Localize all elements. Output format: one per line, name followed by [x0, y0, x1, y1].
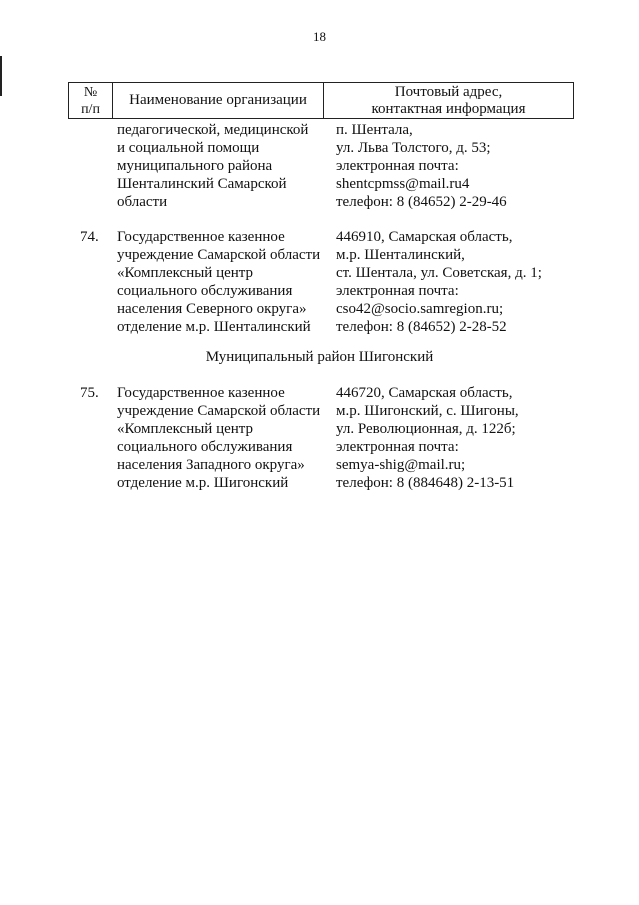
org-line: Шенталинский Самарской	[117, 176, 287, 192]
header-col-number-line2: п/п	[81, 101, 100, 117]
org-line: отделение м.р. Шигонский	[117, 475, 289, 491]
org-line: и социальной помощи	[117, 140, 260, 156]
continued-organization	[117, 121, 332, 211]
header-col-address	[324, 83, 573, 118]
addr-line: электронная почта:	[336, 439, 459, 455]
district-heading: Муниципальный район Шигонский	[205, 349, 434, 365]
addr-line: shentcpmss@mail.ru4	[336, 176, 470, 192]
org-line: муниципального района	[117, 158, 273, 174]
addr-line: ст. Шентала, ул. Советская, д. 1;	[336, 265, 542, 281]
addr-line: cso42@socio.samregion.ru;	[336, 301, 504, 317]
org-line: «Комплексный центр	[117, 265, 254, 281]
org-line: педагогической, медицинской	[117, 122, 309, 138]
org-line: социального обслуживания	[117, 439, 293, 455]
addr-line: телефон: 8 (884648) 2-13-51	[336, 475, 515, 491]
addr-line: электронная почта:	[336, 283, 459, 299]
row-number: 75.	[80, 385, 99, 401]
org-line: населения Северного округа»	[117, 301, 307, 317]
org-line: Государственное казенное	[117, 229, 285, 245]
org-line: населения Западного округа»	[117, 457, 305, 473]
addr-line: телефон: 8 (84652) 2-29-46	[336, 194, 507, 210]
header-col-address-line2: контактная информация	[371, 100, 526, 117]
addr-line: м.р. Шигонский, с. Шигоны,	[336, 403, 519, 419]
addr-line: п. Шентала,	[336, 122, 413, 138]
addr-line: м.р. Шенталинский,	[336, 247, 465, 263]
addr-line: ул. Революционная, д. 122б;	[336, 421, 516, 437]
org-line: отделение м.р. Шенталинский	[117, 319, 311, 335]
org-line: «Комплексный центр	[117, 421, 254, 437]
org-line: учреждение Самарской области	[117, 403, 321, 419]
header-col-number-line1: №	[83, 84, 98, 100]
org-line: Государственное казенное	[117, 385, 285, 401]
entry-address	[336, 384, 581, 492]
continued-address	[336, 121, 581, 211]
scan-edge-mark	[0, 56, 2, 96]
entry-address	[336, 228, 581, 336]
addr-line: телефон: 8 (84652) 2-28-52	[336, 319, 507, 335]
header-col-address-line1: Почтовый адрес,	[394, 83, 503, 100]
header-col-organization: Наименование организации	[113, 83, 324, 118]
addr-line: электронная почта:	[336, 158, 459, 174]
addr-line: 446720, Самарская область,	[336, 385, 513, 401]
entry-organization	[117, 228, 332, 336]
entry-organization	[117, 384, 332, 492]
addr-line: 446910, Самарская область,	[336, 229, 513, 245]
page-number: 18	[313, 29, 326, 44]
org-line: области	[117, 194, 168, 210]
org-line: социального обслуживания	[117, 283, 293, 299]
table-header	[68, 82, 574, 119]
addr-line: ул. Льва Толстого, д. 53;	[336, 140, 491, 156]
addr-line: semya-shig@mail.ru;	[336, 457, 466, 473]
row-number: 74.	[80, 229, 99, 245]
org-line: учреждение Самарской области	[117, 247, 321, 263]
header-col-number	[69, 83, 113, 118]
